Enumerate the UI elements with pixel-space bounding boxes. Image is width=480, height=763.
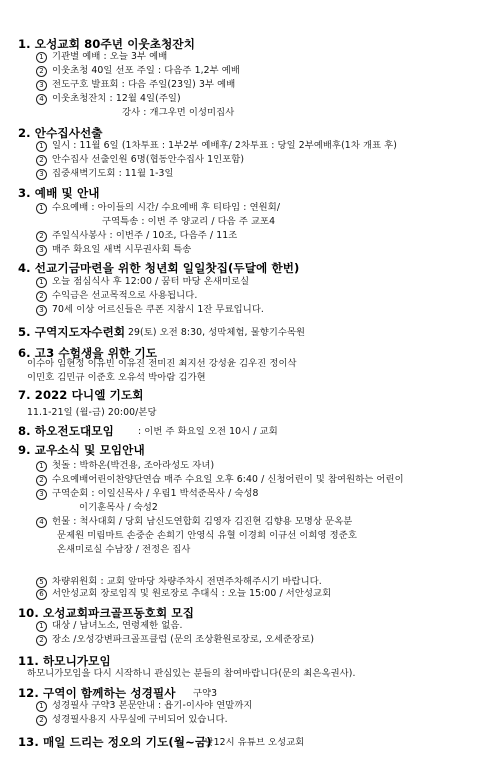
item-number-badge: 1: [36, 277, 47, 288]
list-item-text: 첫돌 : 박하온(박건용, 조아라성도 자녀): [52, 460, 215, 471]
list-item-text: 안수집사 선출인원 6명(협동안수집사 1인포함): [52, 154, 245, 165]
item-number-badge: 3: [36, 305, 47, 316]
item-number-badge: 3: [36, 169, 47, 180]
list-item-text: 성경필사용지 사무실에 구비되어 있습니다.: [52, 714, 228, 725]
paragraph-line: 하모니가모임을 다시 시작하니 관심있는 분들의 참여바랍니다(문의 최은옥권사).: [27, 668, 356, 679]
list-item-text: 대상 / 남녀노소, 연령제한 없음.: [52, 620, 183, 631]
section-heading: 13. 매일 드리는 정오의 기도(월~금): [18, 735, 212, 749]
list-item-text: 구역순회 : 이일신목사 / 우림1 박석준목사 / 숙성8: [52, 488, 259, 499]
item-number-badge: 2: [36, 155, 47, 166]
item-number-badge: 4: [36, 94, 47, 105]
item-number-badge: 1: [36, 141, 47, 152]
list-item-text: 전도구호 발표회 : 다음 주일(23일) 3부 예배: [52, 79, 236, 90]
item-number-badge: 2: [36, 635, 47, 646]
paragraph-line: 이민호 김민규 이준호 오유석 박아람 김가현: [27, 372, 206, 383]
section-heading: 10. 오성교회파크골프동호회 모집: [18, 606, 195, 620]
paragraph-line: 문제원 미림마트 손중순 손희기 안영식 유혈 이경희 이규선 이희영 정준호: [57, 530, 357, 541]
paragraph-line: 이기훈목사 / 숙성2: [79, 502, 158, 513]
list-item-text: 일시 : 11월 6일 (1차투표 : 1부2부 예배후/ 2차투표 : 당일 2부예배후(1차 개표 후): [52, 140, 397, 151]
list-item-text: 장소 /오성강변파크골프클럽 (문의 조상환원로장로, 오세준장로): [52, 634, 315, 645]
item-number-badge: 3: [36, 80, 47, 91]
item-number-badge: 6: [36, 589, 47, 600]
list-item-text: 이웃초청 40일 선포 주일 : 다음주 1,2부 예배: [52, 65, 240, 76]
section-heading: 8. 하오전도대모임: [18, 424, 114, 438]
item-number-badge: 5: [36, 577, 47, 588]
list-item-text: 차량위원회 : 교회 앞마당 차량주차시 전면주차해주시기 바랍니다.: [52, 576, 322, 587]
section-heading-detail: 29(토) 오전 8:30, 성막체험, 물향기수목원: [128, 327, 306, 338]
section-heading-detail: 구약3: [193, 688, 218, 699]
section-heading: 9. 교우소식 및 모임안내: [18, 443, 145, 457]
section-heading: 5. 구역지도자수련회: [18, 325, 126, 339]
item-number-badge: 2: [36, 231, 47, 242]
item-number-badge: 2: [36, 715, 47, 726]
list-item-text: 서안성교회 장로임직 및 원로장로 추대식 : 오늘 15:00 / 서안성교회: [52, 588, 332, 599]
paragraph-line: 온새미로실 수남장 / 전정은 집사: [57, 544, 191, 555]
section-heading: 7. 2022 다니엘 기도회: [18, 388, 144, 402]
list-item-text: 성경필사 구약3 본문안내 : 욥기-이사야 연말까지: [52, 700, 253, 711]
item-number-badge: 2: [36, 291, 47, 302]
list-item-text: 수익금은 선교목적으로 사용됩니다.: [52, 290, 198, 301]
item-number-badge: 1: [36, 701, 47, 712]
list-item-text: 70세 이상 어르신들은 쿠폰 지참시 1잔 무료입니다.: [52, 304, 264, 315]
paragraph-line: 이수아 임현정 이유빈 이유진 전미진 최지선 강성윤 김우진 정이삭: [27, 358, 297, 369]
item-number-badge: 3: [36, 489, 47, 500]
section-heading: 4. 선교기금마련을 위한 청년회 일일찻집(두달에 한번): [18, 261, 300, 275]
section-heading-detail: : 이번 주 화요일 오전 10시 / 교회: [138, 426, 278, 437]
paragraph-line: 구역특송 : 이번 주 양교리 / 다음 주 교포4: [102, 216, 276, 227]
list-item-text: 기관별 예배 : 오늘 3부 예배: [52, 51, 168, 62]
list-item-text: 수요예배어린이찬양단연습 매주 수요일 오후 6:40 / 신청어린이 및 참여원하는 어린이: [52, 474, 404, 485]
section-heading: 3. 예배 및 안내: [18, 186, 100, 200]
section-heading: 11. 하모니가모임: [18, 654, 111, 668]
list-item-text: 오늘 점심식사 후 12:00 / 꿈터 마당 온새미로실: [52, 276, 250, 287]
item-number-badge: 1: [36, 203, 47, 214]
item-number-badge: 3: [36, 245, 47, 256]
item-number-badge: 1: [36, 52, 47, 63]
item-number-badge: 4: [36, 517, 47, 528]
item-number-badge: 2: [36, 66, 47, 77]
list-item-text: 헌물 : 척사대회 / 당회 남신도연합회 김영자 김진현 김향용 모명상 문옥분: [52, 516, 353, 527]
section-heading: 6. 고3 수험생을 위한 기도: [18, 346, 158, 360]
list-item-text: 수요예배 : 아이들의 시간/ 수요예배 후 티타임 : 연원회/: [52, 202, 281, 213]
list-item-text: 매주 화요일 새벽 시무권사회 특송: [52, 244, 192, 255]
list-item-text: 주일식사봉사 : 이번주 / 10조, 다음주 / 11조: [52, 230, 238, 241]
item-number-badge: 1: [36, 461, 47, 472]
section-heading: 2. 안수집사선출: [18, 126, 103, 140]
paragraph-line: 강사 : 개그우먼 이성미집사: [122, 107, 235, 118]
paragraph-line: 11.1-21일 (월-금) 20:00/본당: [27, 407, 157, 418]
section-heading: 1. 오성교회 80주년 이웃초청잔치: [18, 37, 196, 51]
section-heading-detail: - 낮12시 유튜브 오성교회: [198, 737, 305, 748]
list-item-text: 이웃초청잔치 : 12월 4일(주일): [52, 93, 181, 104]
section-heading: 12. 구역이 함께하는 성경필사: [18, 686, 176, 700]
list-item-text: 집중새벽기도회 : 11월 1-3일: [52, 168, 174, 179]
item-number-badge: 2: [36, 475, 47, 486]
item-number-badge: 1: [36, 621, 47, 632]
